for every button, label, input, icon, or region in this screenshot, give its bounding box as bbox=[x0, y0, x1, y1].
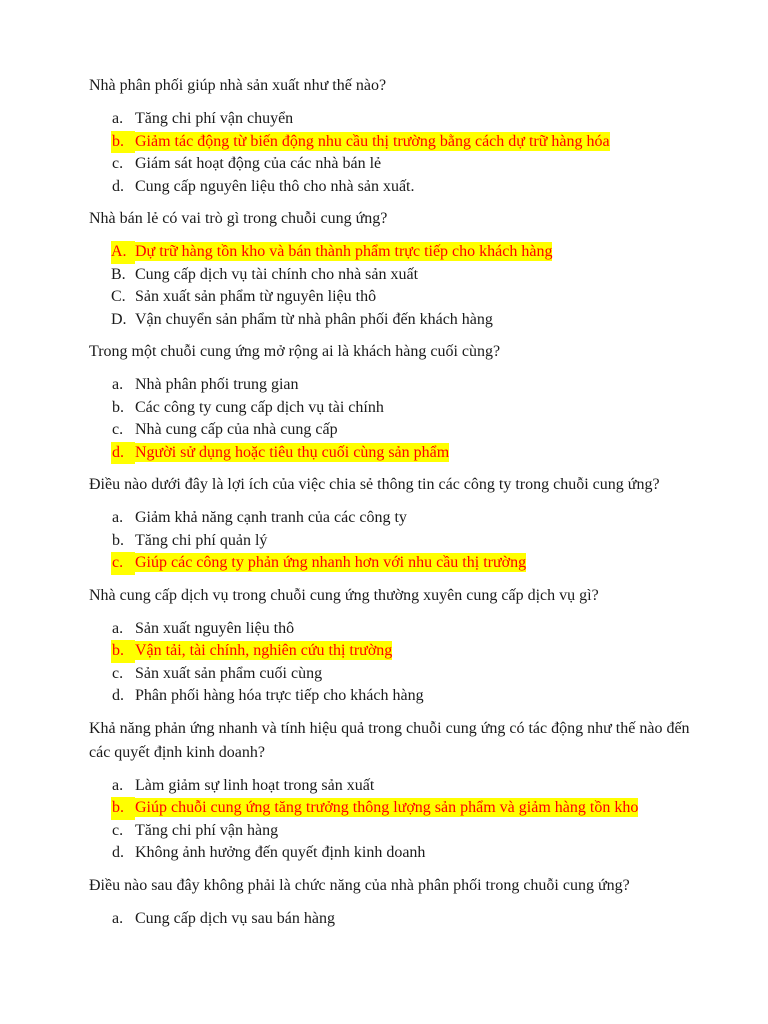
option-marker: A. bbox=[111, 243, 127, 260]
answer-option bbox=[89, 264, 698, 287]
option-text: Làm giảm sự linh hoạt trong sản xuất bbox=[135, 776, 375, 794]
option-marker: B. bbox=[111, 265, 126, 283]
option-text: Giảm tác động từ biến động nhu cầu thị trường bằng cách dự trữ hàng hóa bbox=[135, 132, 610, 150]
option-list bbox=[89, 241, 698, 331]
option-list bbox=[89, 908, 698, 931]
answer-option bbox=[89, 286, 698, 309]
option-text: Tăng chi phí vận hàng bbox=[135, 821, 279, 839]
option-marker: a. bbox=[112, 776, 124, 794]
answer-option bbox=[89, 419, 698, 442]
answer-option bbox=[89, 397, 698, 420]
option-text: Phân phối hàng hóa trực tiếp cho khách hàng bbox=[135, 687, 424, 704]
option-text: Tăng chi phí vận chuyển bbox=[135, 110, 294, 127]
option-marker: b. bbox=[112, 642, 124, 659]
option-text: Sản xuất sản phẩm cuối cùng bbox=[135, 664, 323, 682]
question-text: Điều nào sau đây không phải là chức năng của nhà phân phối trong chuỗi cung ứng? bbox=[89, 876, 630, 894]
option-text: Cung cấp dịch vụ tài chính cho nhà sản xuất bbox=[135, 265, 419, 283]
option-marker: c. bbox=[112, 664, 124, 682]
option-marker: a. bbox=[112, 376, 124, 393]
question-text: Nhà bán lẻ có vai trò gì trong chuỗi cung ứng? bbox=[89, 210, 388, 227]
answer-option bbox=[89, 775, 698, 798]
option-marker: c. bbox=[112, 554, 124, 571]
option-marker: a. bbox=[112, 909, 124, 927]
option-text: Vận tải, tài chính, nghiên cứu thị trường bbox=[135, 642, 393, 659]
quiz-list bbox=[89, 74, 698, 930]
question-text: Nhà phân phối giúp nhà sản xuất như thế nào? bbox=[89, 77, 387, 94]
answer-option bbox=[89, 908, 698, 931]
option-text: Các công ty cung cấp dịch vụ tài chính bbox=[135, 398, 384, 416]
option-marker: C. bbox=[111, 288, 126, 305]
option-marker: b. bbox=[112, 799, 124, 816]
answer-option-correct bbox=[89, 241, 698, 264]
answer-option bbox=[89, 530, 698, 553]
option-list bbox=[89, 618, 698, 708]
option-marker: b. bbox=[112, 132, 124, 150]
option-marker: a. bbox=[112, 509, 124, 526]
option-text: Người sử dụng hoặc tiêu thụ cuối cùng sản phẩm bbox=[135, 443, 450, 461]
option-text: Sản xuất sản phẩm từ nguyên liệu thô bbox=[135, 288, 377, 305]
option-marker: D. bbox=[111, 310, 127, 328]
option-text: Nhà cung cấp của nhà cung cấp bbox=[135, 421, 338, 438]
answer-option bbox=[89, 685, 698, 708]
option-marker: c. bbox=[112, 421, 124, 438]
answer-option bbox=[89, 842, 698, 865]
option-text: Sản xuất nguyên liệu thô bbox=[135, 619, 295, 637]
question-block bbox=[89, 340, 698, 464]
option-marker: b. bbox=[112, 531, 124, 549]
question-text: Điều nào dưới đây là lợi ích của việc chia sẻ thông tin các công ty trong chuỗi cung ứng? bbox=[89, 476, 660, 493]
option-text: Dự trữ hàng tồn kho và bán thành phẩm trực tiếp cho khách hàng bbox=[135, 243, 553, 260]
option-list bbox=[89, 775, 698, 865]
answer-option-correct bbox=[89, 442, 698, 465]
question-block bbox=[89, 473, 698, 575]
option-list bbox=[89, 374, 698, 464]
answer-option bbox=[89, 507, 698, 530]
answer-option bbox=[89, 309, 698, 332]
question-text: Nhà cung cấp dịch vụ trong chuỗi cung ứng thường xuyên cung cấp dịch vụ gì? bbox=[89, 586, 599, 604]
option-marker: d. bbox=[112, 844, 124, 861]
question-text: Trong một chuỗi cung ứng mở rộng ai là khách hàng cuối cùng? bbox=[89, 343, 501, 360]
option-text: Cung cấp dịch vụ sau bán hàng bbox=[135, 909, 335, 927]
option-marker: b. bbox=[112, 398, 124, 416]
option-text: Giám sát hoạt động của các nhà bán lẻ bbox=[135, 155, 382, 172]
option-text: Cung cấp nguyên liệu thô cho nhà sản xuất. bbox=[135, 177, 415, 195]
answer-option-correct bbox=[89, 131, 698, 154]
answer-option bbox=[89, 663, 698, 686]
option-marker: d. bbox=[112, 443, 124, 461]
answer-option-correct bbox=[89, 552, 698, 575]
question-block bbox=[89, 584, 698, 708]
option-list bbox=[89, 507, 698, 575]
answer-option bbox=[89, 820, 698, 843]
option-text: Giúp chuỗi cung ứng tăng trưởng thông lượng sản phẩm và giảm hàng tồn kho bbox=[135, 799, 639, 816]
option-text: Vận chuyển sản phẩm từ nhà phân phối đến khách hàng bbox=[135, 310, 493, 328]
answer-option bbox=[89, 108, 698, 131]
answer-option-correct bbox=[89, 640, 698, 663]
option-marker: c. bbox=[112, 821, 124, 839]
option-text: Giúp các công ty phản ứng nhanh hơn với nhu cầu thị trường bbox=[135, 554, 527, 571]
answer-option bbox=[89, 153, 698, 176]
question-block bbox=[89, 874, 698, 931]
answer-option bbox=[89, 618, 698, 641]
option-marker: d. bbox=[112, 687, 124, 704]
option-text: Không ảnh hưởng đến quyết định kinh doanh bbox=[135, 844, 426, 861]
option-marker: c. bbox=[112, 155, 124, 172]
option-text: Nhà phân phối trung gian bbox=[135, 376, 299, 393]
option-text: Tăng chi phí quản lý bbox=[135, 531, 268, 549]
question-block bbox=[89, 74, 698, 198]
answer-option bbox=[89, 176, 698, 199]
question-block bbox=[89, 717, 698, 865]
option-marker: a. bbox=[112, 110, 124, 127]
option-marker: a. bbox=[112, 619, 124, 637]
option-list bbox=[89, 108, 698, 198]
question-block bbox=[89, 207, 698, 331]
answer-option bbox=[89, 374, 698, 397]
option-marker: d. bbox=[112, 177, 124, 195]
answer-option-correct bbox=[89, 797, 698, 820]
option-text: Giảm khả năng cạnh tranh của các công ty bbox=[135, 509, 407, 526]
question-text: Khả năng phản ứng nhanh và tính hiệu quả trong chuỗi cung ứng có tác động như thế nào đến các quyết định kinh doanh? bbox=[89, 719, 690, 761]
